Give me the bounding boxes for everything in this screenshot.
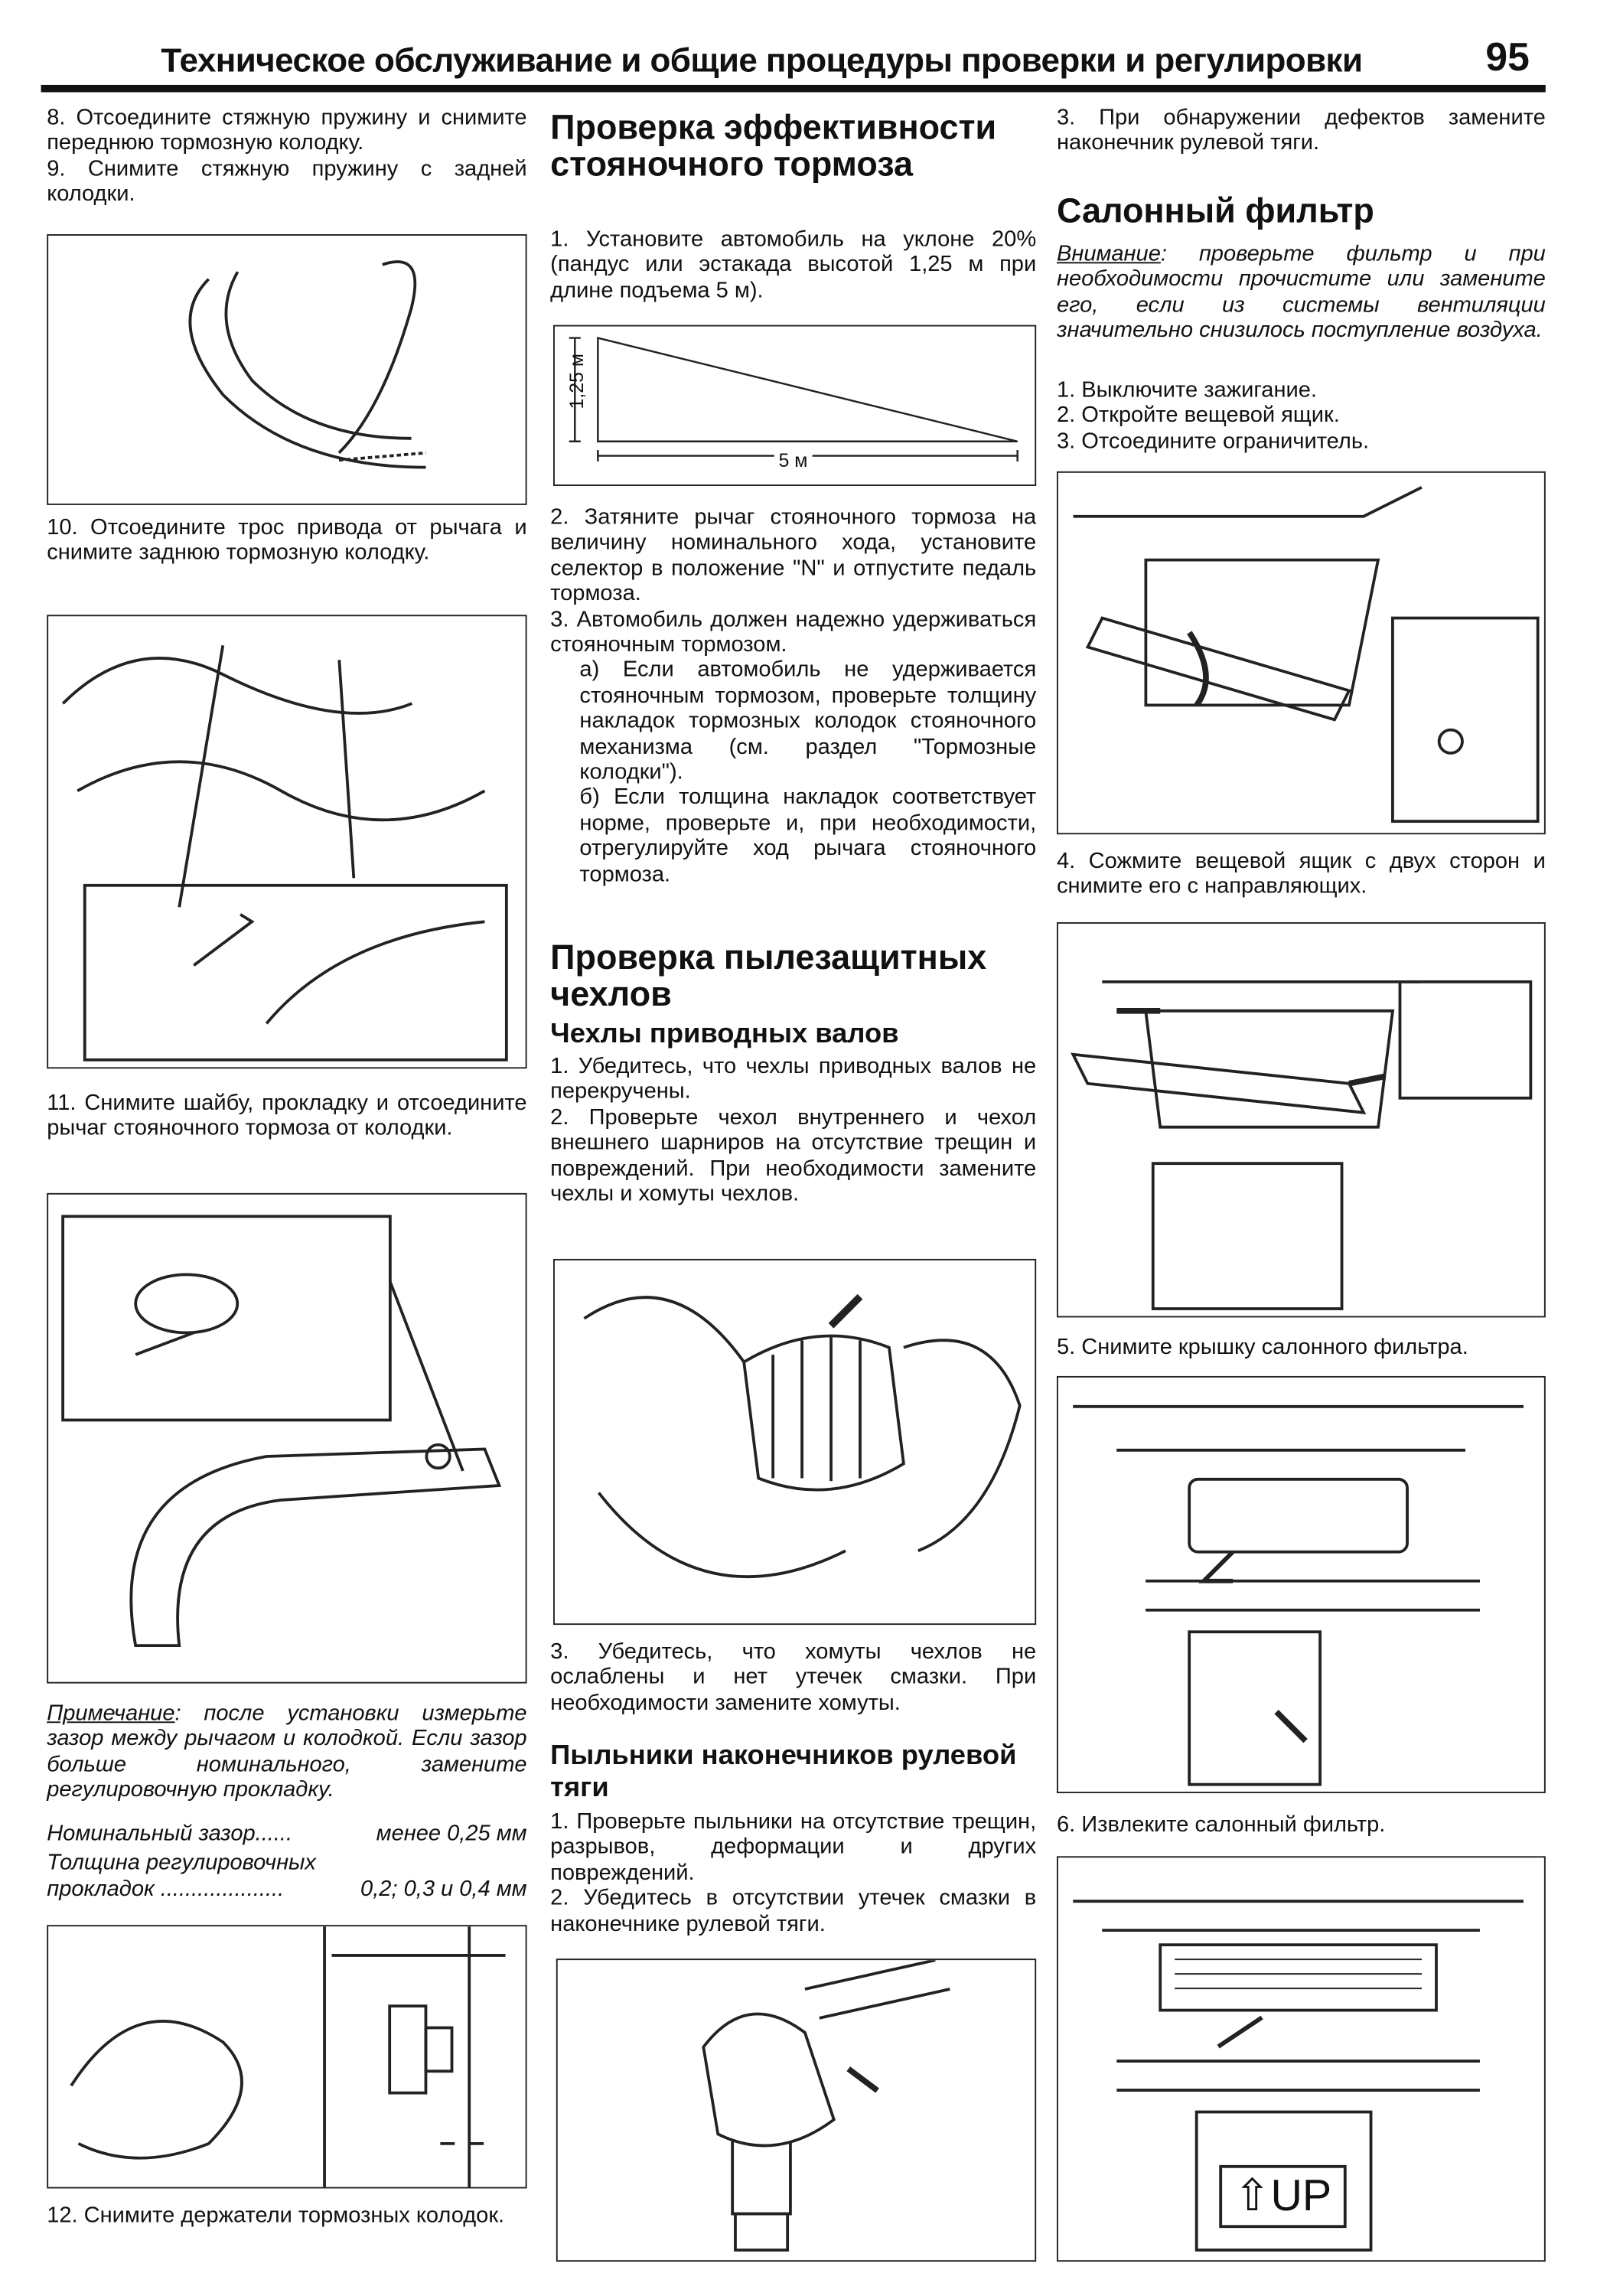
figure-brake-shoe-spring [47, 234, 526, 505]
filter-step-4: 4. Сожмите вещевой ящик с двух сторон и снимите его с направляющих. [1056, 849, 1546, 900]
warning-label: Внимание [1056, 241, 1161, 267]
figure-gap-measurement [47, 1925, 526, 2188]
figure-filter-removal [1057, 1856, 1546, 2262]
step-10: 10. Отсоедините трос привода от рычага и снимите заднюю тормозную колодку. [47, 515, 527, 566]
filter-steps-1-3 [1057, 377, 1546, 454]
figure-cable-removal [47, 615, 526, 1068]
filter-up-label: ⇧UP [1219, 2165, 1346, 2228]
subheading-tie-rod-boots: Пыльники наконечников рулевой тяги [550, 1740, 1017, 1804]
slope-height-label: 1,25 м [565, 354, 588, 409]
boot-steps [550, 1054, 1036, 1207]
note-label: Примечание [47, 1701, 175, 1727]
filter-step-5: 5. Снимите крышку салонного фильтра. [1056, 1335, 1468, 1360]
warning-text: : проверьте фильтр и при необходимости прочистите или замените его, если из системы вентиляции значительно снизилось поступление воздуха. [1056, 241, 1546, 343]
spec-table [47, 1821, 526, 1902]
pb-step-3a: а) Если автомобиль не удерживается стояночным тормозом, проверьте толщину накладок тормозных колодок стояночного механизма (см. раздел "Тормозные колодки"). [579, 657, 1037, 785]
step-9: 9. Снимите стяжную пружину с задней колодки. [47, 156, 527, 207]
note [47, 1701, 526, 1803]
boot-step-2: 2. Проверьте чехол внутреннего и чехол внешнего шарниров на отсутствие трещин и повреждений. При необходимости замените чехлы и хомуты чехлов. [550, 1104, 1037, 1207]
figure-parking-lever [47, 1193, 526, 1684]
section-heading-boots: Проверка пылезащитных чехлов [550, 938, 987, 1013]
spec-label: прокладок .................... [47, 1876, 285, 1902]
slope-length-label: 5 м [774, 449, 812, 471]
figure-filter-cover [1057, 1376, 1546, 1793]
filter-step-1: 1. Выключите зажигание. [1056, 377, 1317, 403]
pb-steps [550, 505, 1036, 887]
pb-step-2: 2. Затяните рычаг стояночного тормоза на величину номинального хода, установите селектор в положение "N" и отпустите педаль тормоза. [550, 504, 1037, 607]
boot-step-1: 1. Убедитесь, что чехлы приводных валов не перекручены. [550, 1054, 1037, 1104]
figure-tie-rod-end [556, 1958, 1036, 2262]
page-number: 95 [1485, 34, 1530, 80]
spec-shim-label: Толщина регулировочных [47, 1851, 316, 1876]
pb-step-1: 1. Установите автомобиль на уклоне 20% (пандус или эстакада высотой 1,25 м при длине подъема 5 м). [550, 227, 1037, 303]
note-text: : после установки измерьте зазор между рычагом и колодкой. Если зазор больше номинального, замените регулировочную прокладку. [47, 1701, 527, 1802]
boot-step-3: 3. Убедитесь, что хомуты чехлов не ослаблены и нет утечек смазки. При необходимости замените хомуты. [550, 1639, 1037, 1716]
pb-step-3: 3. Автомобиль должен надежно удерживаться стояночным тормозом. [550, 607, 1037, 657]
figure-driveshaft-boot [553, 1259, 1036, 1625]
figure-glovebox-removal [1057, 922, 1546, 1317]
tie-rod-step-1: 1. Проверьте пыльники на отсутствие трещин, разрывов, деформации и других повреждений. [550, 1809, 1037, 1886]
filter-step-6: 6. Извлеките салонный фильтр. [1056, 1812, 1386, 1838]
figure-slope-diagram [553, 325, 1036, 486]
spec-shim-thickness [47, 1877, 526, 1902]
step-12: 12. Снимите держатели тормозных колодок. [47, 2203, 505, 2229]
pb-step-3b: б) Если толщина накладок соответствует норме, проверьте и, при необходимости, отрегулируйте ход рычага стояночного тормоза. [579, 785, 1037, 887]
filter-step-3: 3. Отсоедините ограничитель. [1056, 429, 1370, 454]
warning [1057, 242, 1546, 344]
section-heading-cabin-filter: Салонный фильтр [1056, 191, 1374, 230]
tie-rod-steps [550, 1809, 1036, 1936]
figure-glovebox-open [1057, 471, 1546, 834]
spec-value: 0,2; 0,3 и 0,4 мм [360, 1876, 527, 1902]
left-steps-8-9 [47, 106, 526, 207]
spec-nominal-gap [47, 1821, 526, 1846]
filter-step-2: 2. Откройте вещевой ящик. [1056, 403, 1340, 429]
tie-rod-step-3: 3. При обнаружении дефектов замените наконечник рулевой тяги. [1056, 105, 1546, 156]
tie-rod-step-2: 2. Убедитесь в отсутствии утечек смазки в наконечнике рулевой тяги. [550, 1885, 1037, 1936]
section-heading-parking-brake: Проверка эффективности стояночного тормоза [550, 108, 997, 184]
spec-label: Номинальный зазор...... [47, 1821, 293, 1846]
header-rule [41, 85, 1546, 93]
running-header-title: Техническое обслуживание и общие процедуры проверки и регулировки [161, 41, 1363, 80]
step-11: 11. Снимите шайбу, прокладку и отсоедините рычаг стояночного тормоза от колодки. [47, 1090, 527, 1141]
spec-value: менее 0,25 мм [376, 1821, 527, 1846]
subheading-driveshaft-boots: Чехлы приводных валов [550, 1019, 899, 1050]
step-8: 8. Отсоедините стяжную пружину и снимите переднюю тормозную колодку. [47, 105, 527, 156]
